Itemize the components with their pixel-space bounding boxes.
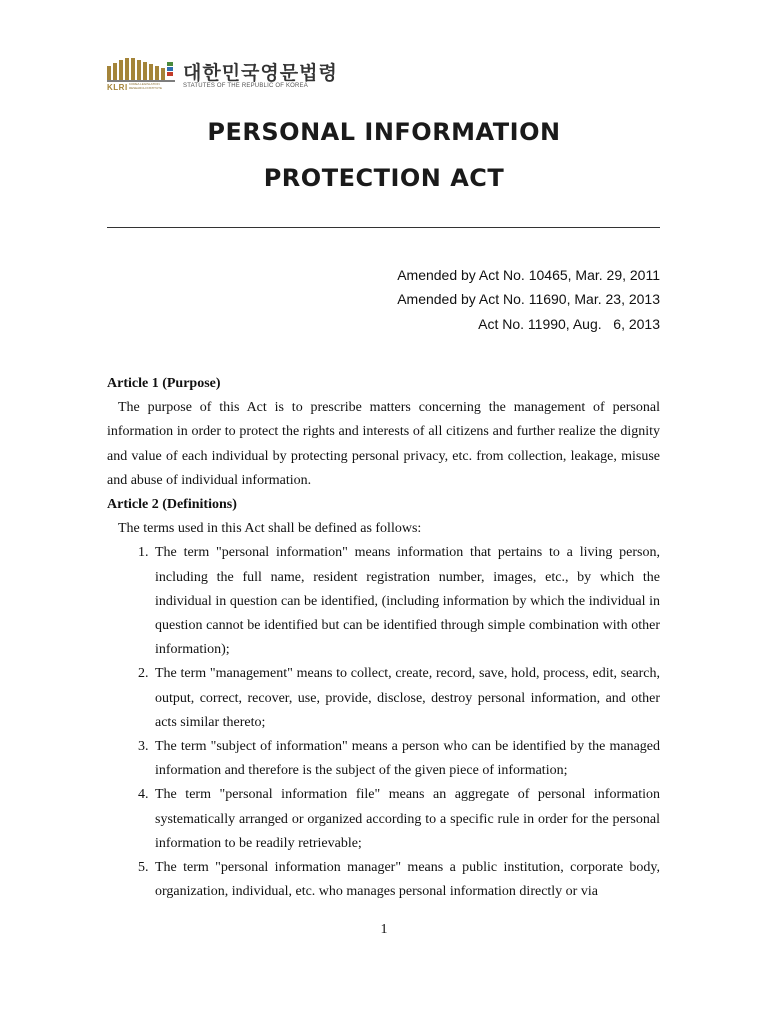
definition-text: The term "personal information manager" means a public institution, corporate body, organization, individual, etc. who manages personal information directly or via xyxy=(155,860,660,900)
title-divider xyxy=(107,227,660,228)
definition-text: The term "personal information file" means an aggregate of personal information systematically arranged or organized according to a specific rule in order for the personal information to be readily retrievable; xyxy=(155,787,660,851)
definition-item xyxy=(107,735,660,783)
definition-item xyxy=(107,856,660,904)
logo-org-full: KOREA LEGISLATION RESEARCH INSTITUTE xyxy=(129,82,163,90)
article-1-heading: Article 1 (Purpose) xyxy=(107,376,221,391)
amendment-line: Act No. 11990, Aug. 6, 2013 xyxy=(478,316,660,332)
amendment-line: Amended by Act No. 10465, Mar. 29, 2011 xyxy=(397,267,660,283)
logo-color-squares xyxy=(167,62,173,80)
document-title-line1: PERSONAL INFORMATION xyxy=(207,118,561,146)
article-2-heading: Article 2 (Definitions) xyxy=(107,497,237,513)
article-2-intro: The terms used in this Act shall be defined as follows: xyxy=(118,521,422,537)
page-number: 1 xyxy=(380,922,388,937)
definition-number: 1. xyxy=(138,545,149,561)
definition-text: The term "subject of information" means a person who can be identified by the managed information and therefore is the subject of the given piece of information; xyxy=(155,739,660,779)
logo-korean-text: 대한민국영문법령 xyxy=(183,62,338,84)
document-title-line2: PROTECTION ACT xyxy=(263,164,505,192)
definition-item xyxy=(107,541,660,662)
logo-org-abbrev: KLRI xyxy=(107,83,128,92)
definition-item xyxy=(107,662,660,735)
logo-english-text: STATUTES OF THE REPUBLIC OF KOREA xyxy=(183,83,308,89)
klri-logo xyxy=(107,58,347,94)
definition-item xyxy=(107,783,660,856)
logo-bars-graphic xyxy=(107,58,167,80)
definition-text: The term "management" means to collect, create, record, save, hold, process, edit, search, output, correct, recover, use, provide, disclose, destroy personal information, and other acts similar thereto; xyxy=(155,666,660,730)
definition-number: 3. xyxy=(138,739,149,755)
document-body xyxy=(107,372,660,904)
article-1-text: The purpose of this Act is to prescribe matters concerning the management of personal information in order to protect the rights and interests of all citizens and further realize the dignity and value of each individual by protecting personal privacy, etc. from collection, leakage, misuse and abuse of individual information. xyxy=(107,400,660,488)
definition-text: The term "personal information" means information that pertains to a living person, including the full name, resident registration number, images, etc., by which the individual in question can be identified, (including information by which the individual in question cannot be identified but can be identified through simple combination with other information); xyxy=(155,545,660,658)
definition-number: 4. xyxy=(138,787,149,803)
amendment-line: Amended by Act No. 11690, Mar. 23, 2013 xyxy=(397,291,660,307)
definition-number: 5. xyxy=(138,860,149,876)
definition-number: 2. xyxy=(138,666,149,682)
